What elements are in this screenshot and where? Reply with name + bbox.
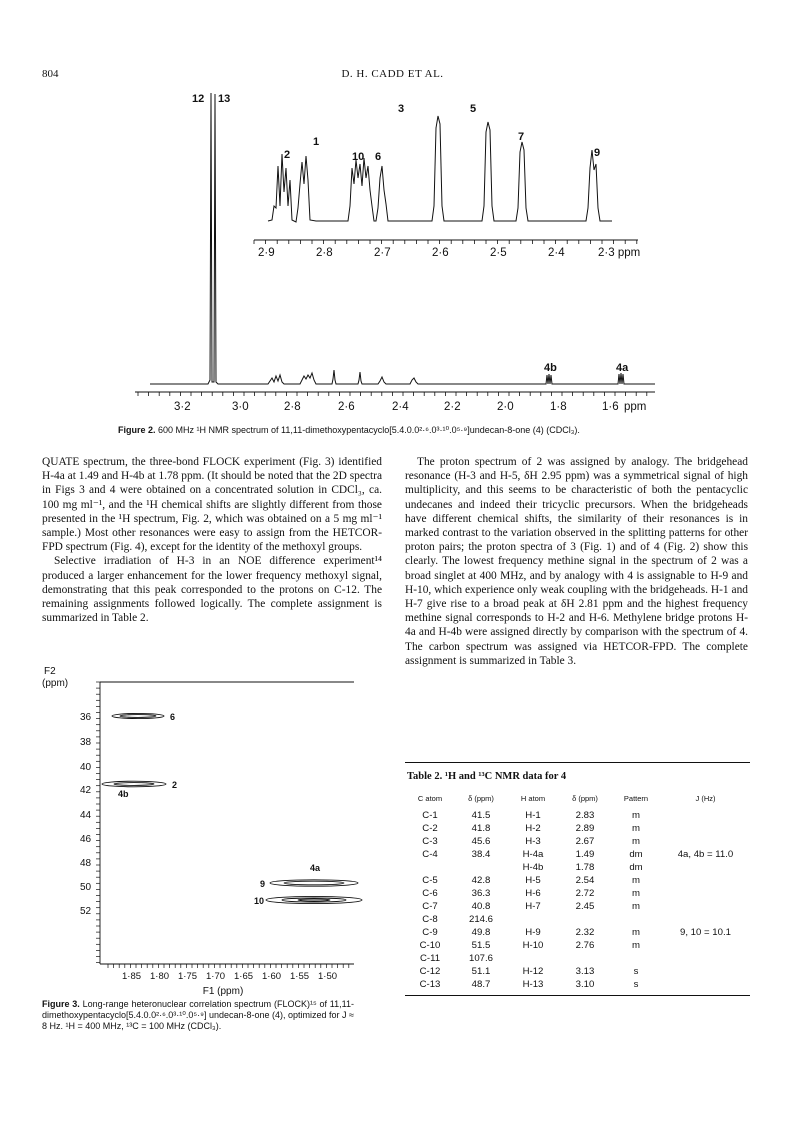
table-cell — [559, 913, 611, 926]
table-cell: 45.6 — [471, 836, 491, 847]
table-cell: C-6 — [422, 888, 438, 899]
cross-peak-label: 4b — [118, 789, 129, 799]
table-cell — [661, 900, 750, 913]
table-cell: m — [632, 940, 640, 951]
table-cell: H-1 — [525, 810, 541, 821]
table-cell: m — [632, 901, 640, 912]
table-cell — [507, 913, 559, 926]
cross-peak-2 — [102, 781, 166, 787]
main-spectrum-trace — [150, 93, 655, 384]
inset-tick-label: 2·6 — [432, 247, 449, 259]
table-cell — [559, 952, 611, 965]
table-cell: H-13 — [522, 979, 544, 990]
main-tick-label: 2·8 — [284, 401, 301, 413]
y-tick-label: 46 — [80, 834, 92, 845]
table-row — [405, 822, 750, 835]
cross-peak-label: 6 — [170, 712, 176, 722]
table-cell — [661, 965, 750, 978]
inset-tick-label: 2·7 — [374, 247, 391, 259]
table-title: Table 2. ¹H and ¹³C NMR data for 4 — [407, 771, 567, 782]
table-cell — [661, 939, 750, 952]
cross-peak-10 — [266, 896, 362, 903]
table-cell — [405, 861, 455, 874]
table-cell: 214.6 — [468, 914, 493, 925]
table-cell: H-6 — [525, 888, 541, 899]
table-cell: m — [632, 927, 640, 938]
table-cell: 48.7 — [471, 979, 491, 990]
main-tick-label: ppm — [624, 401, 647, 413]
peak-label: 3 — [398, 103, 405, 115]
peak-label: 9 — [594, 147, 601, 159]
table-cell — [611, 913, 661, 926]
table-cell: m — [632, 836, 640, 847]
table-cell — [455, 861, 507, 874]
table-cell: 4a, 4b = 11.0 — [677, 849, 734, 860]
inset-tick-label: 2·8 — [316, 247, 333, 259]
peak-label: 12 — [192, 93, 205, 105]
table-cell: H-5 — [525, 875, 541, 886]
table-cell — [661, 861, 750, 874]
table-cell — [661, 978, 750, 991]
table-cell: 41.5 — [471, 810, 491, 821]
table-cell: 36.3 — [471, 888, 491, 899]
table-cell: C-3 — [422, 836, 438, 847]
y-tick-label: 38 — [80, 737, 92, 748]
y-tick-label: 48 — [80, 858, 92, 869]
peak-label: 13 — [218, 93, 231, 105]
table-row — [405, 861, 750, 874]
table-cell: H-3 — [525, 836, 541, 847]
y-axis-label: (ppm) — [42, 678, 69, 689]
figure-3-caption — [42, 999, 354, 1032]
main-tick-label: 2·0 — [497, 401, 514, 413]
table-cell: H-9 — [525, 927, 541, 938]
table-bottom-rule — [405, 995, 750, 996]
x-tick-label: 1·55 — [290, 971, 310, 982]
table-cell: 2.32 — [575, 927, 595, 938]
paragraph: The proton spectrum of 2 was assigned by analogy. The bridgehead resonance (H-3 and H-5, δH 2.95 ppm) was a symmetrical signal of high multiplicity, and this seems to be characteristic of both the pentacyclic undecanes and indeed their tricyclic precursors. When the bridgeheads have different chemical shifts, the similarity of their resonances is in marked contrast to the variation observed in the splitting patterns for other proton pairs; the proton spectra of 3 (Fig. 1) and of 4 (Fig. 2) show this clearly. The lowest frequency methine signal in the spectrum of 2 was a broad singlet at 400 MHz, and by analogy with 4 is assignable to H-9 and H-10, which experience only weak coupling with the bridgeheads. H-1 and H-7 give rise to a broad peak at δH 2.81 ppm and the highest frequency methine signal corresponds to H-2 and H-6. Methylene bridge protons H-4a and H-4b were assigned directly by comparison with the spectrum of 4. The carbon spectrum was assigned via HETCOR-FPD. The complete assignment is summarized in Table 3. — [405, 456, 748, 667]
table-cell: dm — [629, 849, 643, 860]
table-cell: m — [632, 875, 640, 886]
table-cell: H-10 — [522, 940, 544, 951]
column-header: δ (ppm) — [468, 794, 494, 803]
peak-label: 6 — [375, 151, 382, 163]
table-cell: C-12 — [419, 966, 441, 977]
table-cell: s — [633, 966, 639, 977]
x-tick-label: 1·50 — [318, 971, 338, 982]
table-cell: 2.89 — [575, 823, 595, 834]
figure-2-caption — [118, 425, 758, 436]
table-cell: H-2 — [525, 823, 541, 834]
table-cell — [661, 913, 750, 926]
table-header-row — [405, 790, 750, 809]
x-tick-label: 1·65 — [234, 971, 254, 982]
table-cell: 1.49 — [575, 849, 595, 860]
table-cell — [661, 874, 750, 887]
table-cell: H-4b — [522, 862, 544, 873]
table-row — [405, 835, 750, 848]
peak-label: 4a — [616, 362, 629, 374]
table-row — [405, 809, 750, 822]
table-cell: 49.8 — [471, 927, 491, 938]
peak-label: 1 — [313, 136, 320, 148]
table-cell: 3.10 — [575, 979, 595, 990]
table-cell: H-12 — [522, 966, 544, 977]
figure-3-x-axis-label: F1 (ppm) — [202, 986, 244, 997]
table-cell — [661, 835, 750, 848]
table-cell: 3.13 — [575, 966, 595, 977]
table-row — [405, 887, 750, 900]
cross-peak-label: 4a — [310, 863, 321, 873]
main-tick-label: 1·8 — [550, 401, 567, 413]
cross-peak-label: 2 — [172, 780, 178, 790]
table-2 — [405, 762, 750, 996]
table-row — [405, 965, 750, 978]
y-tick-label: 44 — [80, 810, 92, 821]
table-cell: H-7 — [525, 901, 541, 912]
table-cell: 2.72 — [575, 888, 595, 899]
table-cell: C-2 — [422, 823, 438, 834]
table-cell: 42.8 — [471, 875, 491, 886]
y-tick-label: 36 — [80, 712, 92, 723]
y-tick-label: 42 — [80, 785, 92, 796]
table-top-rule — [405, 762, 750, 763]
left-column-text — [42, 455, 382, 625]
table-cell: 2.76 — [575, 940, 595, 951]
main-tick-label: 2·4 — [392, 401, 409, 413]
cross-peak-label: 9 — [260, 879, 266, 889]
y-axis-label: F2 — [44, 666, 56, 677]
inset-tick-label: 2·5 — [490, 247, 507, 259]
table-cell — [661, 887, 750, 900]
table-cell — [661, 952, 750, 965]
right-column-text — [405, 455, 748, 668]
table-cell: C-5 — [422, 875, 438, 886]
column-header: Pattern — [623, 794, 649, 803]
column-header: δ (ppm) — [572, 794, 598, 803]
table-cell: 2.67 — [575, 836, 595, 847]
inset-tick-label: 2·3 ppm — [598, 247, 641, 259]
inset-tick-label: 2·9 — [258, 247, 275, 259]
table-cell — [661, 822, 750, 835]
column-header: C atom — [417, 794, 443, 803]
table-cell: 38.4 — [471, 849, 491, 860]
table-cell: 51.5 — [471, 940, 491, 951]
table-cell — [661, 809, 750, 822]
main-tick-label: 3·0 — [232, 401, 249, 413]
table-cell: 107.6 — [468, 953, 493, 964]
peak-label: 7 — [518, 131, 525, 143]
table-row — [405, 874, 750, 887]
table-cell: 40.8 — [471, 901, 491, 912]
table-cell: 2.45 — [575, 901, 595, 912]
main-tick-label: 1·6 — [602, 401, 619, 413]
nmr-data-table — [405, 790, 750, 991]
main-tick-label: 3·2 — [174, 401, 191, 413]
cross-peak-label: 10 — [254, 896, 265, 906]
peak-label: 2 — [284, 149, 291, 161]
table-row — [405, 900, 750, 913]
table-cell: 51.1 — [471, 966, 491, 977]
inset-tick-label: 2·4 — [548, 247, 565, 259]
table-row — [405, 926, 750, 939]
x-tick-label: 1·75 — [178, 971, 198, 982]
table-cell: C-10 — [419, 940, 441, 951]
table-cell: 1.78 — [575, 862, 595, 873]
figure-2-nmr-spectrum — [150, 88, 670, 420]
table-cell: 9, 10 = 10.1 — [680, 927, 731, 938]
table-cell: H-4a — [522, 849, 544, 860]
peak-label: 10 — [352, 151, 365, 163]
table-row — [405, 952, 750, 965]
main-tick-label: 2·6 — [338, 401, 355, 413]
figure-2-caption-text: 600 MHz ¹H NMR spectrum of 11,11-dimethoxypentacyclo[5.4.0.0²·⁶.0³·¹⁰.0⁵·⁹]undecan-8-one (4) (CDCl₃). — [158, 425, 580, 435]
column-header: H atom — [520, 794, 546, 803]
y-tick-label: 50 — [80, 882, 92, 893]
table-cell: C-11 — [419, 953, 441, 964]
table-cell: s — [633, 979, 639, 990]
table-row — [405, 978, 750, 991]
table-row — [405, 913, 750, 926]
table-cell: C-13 — [419, 979, 441, 990]
figure-3-caption-text: Long-range heteronuclear correlation spectrum (FLOCK)¹⁵ of 11,11-dimethoxypentacyclo[5.4.0.0²·⁶.0³·¹⁰.0⁵·⁹] undecan-8-one (4), optimized for J ≈ 8 Hz. ¹H = 400 MHz, ¹³C = 100 MHz (CDCl₃). — [42, 999, 354, 1031]
table-row — [405, 939, 750, 952]
table-cell: C-4 — [422, 849, 438, 860]
figure-2-caption-label: Figure 2. — [118, 425, 156, 435]
y-tick-label: 40 — [80, 762, 92, 773]
table-cell: 41.8 — [471, 823, 491, 834]
y-tick-label: 52 — [80, 906, 92, 917]
table-cell: C-1 — [422, 810, 438, 821]
column-header: J (Hz) — [695, 794, 716, 803]
table-cell: 2.54 — [575, 875, 595, 886]
page-number: 804 — [42, 68, 59, 80]
table-cell: m — [632, 823, 640, 834]
table-cell — [507, 952, 559, 965]
paragraph: Selective irradiation of H-3 in an NOE difference experiment¹⁴ produced a larger enhancement for the lower frequency methoxyl signal, demonstrating that this peak corresponded to the protons on C-12. The remaining assignments followed logically. The complete assignment is summarized in Table 2. — [42, 555, 382, 625]
x-tick-label: 1·60 — [262, 971, 282, 982]
inset-spectrum-trace — [268, 116, 612, 222]
main-tick-label: 2·2 — [444, 401, 461, 413]
table-cell: dm — [629, 862, 643, 873]
table-row — [405, 848, 750, 861]
table-cell: C-8 — [422, 914, 438, 925]
paragraph: QUATE spectrum, the three-bond FLOCK experiment (Fig. 3) identified H-4a at 1.49 and H-4b at 1.78 ppm. (It should be noted that the 2D spectra in Figs 3 and 4 were obtained on a concentrated solution in CDCl₃, ca. 100 mg ml⁻¹, and the ¹H chemical shifts are slightly different from those presented in the ¹H spectrum, Fig. 2, which was obtained on a 5 mg ml⁻¹ sample.) Most other resonances were easy to assign from the HETCOR-FPD spectrum (Fig. 4), except for the identity of the methoxyl groups. — [42, 456, 382, 554]
peak-label: 4b — [544, 362, 557, 374]
running-head: D. H. CADD ET AL. — [341, 68, 444, 80]
peak-label: 5 — [470, 103, 477, 115]
x-tick-label: 1·80 — [150, 971, 170, 982]
x-tick-label: 1·85 — [122, 971, 142, 982]
table-cell: C-9 — [422, 927, 438, 938]
table-cell: m — [632, 810, 640, 821]
table-cell — [611, 952, 661, 965]
table-cell: 2.83 — [575, 810, 595, 821]
table-cell: m — [632, 888, 640, 899]
table-cell: C-7 — [422, 901, 438, 912]
figure-3-caption-label: Figure 3. — [42, 999, 80, 1009]
x-tick-label: 1·70 — [206, 971, 226, 982]
figure-3-flock-spectrum — [42, 644, 362, 982]
